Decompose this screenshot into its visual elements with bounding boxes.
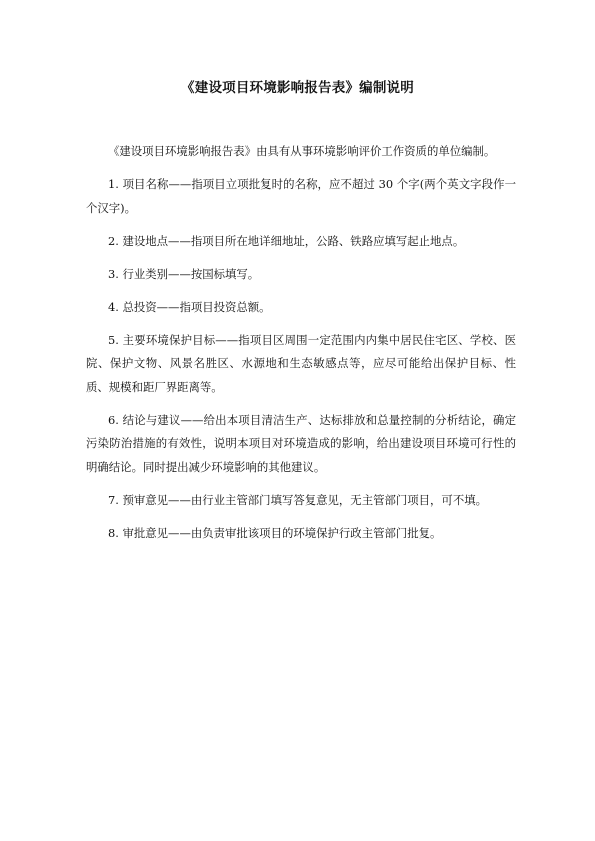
item-project-name: 1. 项目名称——指项目立项批复时的名称，应不超过 30 个字(两个英文字段作一个汉字)。 <box>86 177 516 215</box>
item-pre-review-opinion: 7. 预审意见——由行业主管部门填写答复意见，无主管部门项目，可不填。 <box>108 492 487 507</box>
intro-paragraph: 《建设项目环境影响报告表》由具有从事环境影响评价工作资质的单位编制。 <box>108 144 496 158</box>
item-construction-location: 2. 建设地点——指项目所在地详细地址，公路、铁路应填写起止地点。 <box>108 233 465 248</box>
document-title: 《建设项目环境影响报告表》编制说明 <box>181 80 414 96</box>
item-industry-category: 3. 行业类别——按国标填写。 <box>108 266 260 281</box>
item-conclusions-suggestions: 6. 结论与建议——给出本项目清洁生产、达标排放和总量控制的分析结论，确定污染防治措施的有效性，说明本项目对环境造成的影响，给出建设项目环境可行性的明确结论。同时提出减少环境影响的其他建议。 <box>86 412 516 474</box>
item-protection-targets: 5. 主要环境保护目标——指项目区周围一定范围内内集中居民住宅区、学校、医院、保护文物、风景名胜区、水源地和生态敏感点等，应尽可能给出保护目标、性质、规模和距厂界距离等。 <box>86 332 516 394</box>
item-total-investment: 4. 总投资——指项目投资总额。 <box>108 299 271 314</box>
document-body <box>86 140 516 555</box>
item-approval-opinion: 8. 审批意见——由负责审批该项目的环境保护行政主管部门批复。 <box>108 525 442 540</box>
